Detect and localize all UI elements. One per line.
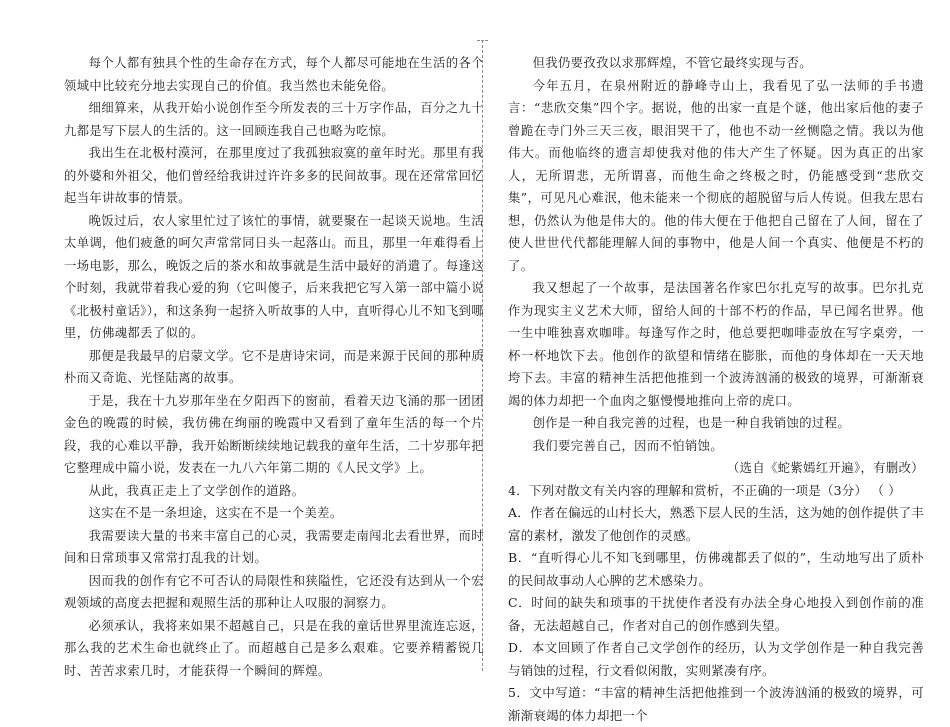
column-divider — [482, 40, 483, 671]
paragraph: 但我仍要孜孜以求那辉煌，不管它最终实现与否。 — [532, 56, 812, 70]
source-citation: （选自《蛇紫嫣红开遍》，有删改） — [726, 461, 924, 475]
paragraph: 那便是我最早的启蒙文学。它不是唐诗宋词，而是来源于民间的那种质朴而又奇诡、光怪陆离的故事。 — [64, 348, 484, 385]
question-4-option-b: B．“直听得心儿不知飞到哪里，仿佛魂都丢了似的”，生动地写出了质朴的民间故事动人心脾的艺术感染力。 — [508, 550, 924, 588]
column-divider-cap — [477, 40, 488, 41]
paragraph: 因而我的创作有它不可否认的局限性和狭隘性，它还没有达到从一个宏观领域的高度去把握和观照生活的那种让人叹服的洞察力。 — [64, 573, 484, 610]
right-column — [508, 52, 924, 727]
paragraph: 于是，我在十九岁那年坐在夕阳西下的窗前，看着天边飞涌的那一团团金色的晚霞的时候，我仿佛在绚丽的晚霞中又看到了童年生活的每一个片段，我的心难以平静，我开始断断续续地记载我的童年生活，二十岁那年把它整理成中篇小说，发表在一九八六年第二期的《人民文学》上。 — [64, 393, 484, 475]
paragraph: 这实在不是一条坦途，这实在不是一个美差。 — [88, 506, 343, 520]
paragraph: 每个人都有独具个性的生命存在方式，每个人都尽可能地在生活的各个领域中比较充分地去实现自己的价值。我当然也未能免俗。 — [64, 56, 484, 93]
question-5-stem: 5．文中写道：“丰富的精神生活把他推到一个波涛汹涌的极致的境界，可渐渐衰竭的体力却把一个 — [508, 685, 924, 723]
question-4-option-c: C．时间的缺失和琐事的干扰使作者没有办法全身心地投入到创作前的准备，无法超越自己，作者对自己的创作感到失望。 — [508, 595, 924, 633]
paragraph: 我出生在北极村漠河，在那里度过了我孤独寂寞的童年时光。那里有我的外婆和外祖父，他们曾经给我讲过许许多多的民间故事。现在还常常回忆起当年讲故事的情景。 — [64, 146, 484, 205]
paragraph: 我又想起了一个故事，是法国著名作家巴尔扎克写的故事。巴尔扎克作为现实主义艺术大师，留给人间的十部不朽的作品，早已闻名世界。他一生中唯独喜欢咖啡。每逢写作之时，他总要把咖啡壶放在写字桌旁，一杯一杯地饮下去。他创作的欲望和情绪在膨胀，而他的身体却在一天天地垮下去。丰富的精神生活把他推到一个波涛汹涌的极致的境界，可渐渐衰竭的体力却把一个血肉之躯慢慢地推向上帝的虎口。 — [508, 281, 924, 408]
paragraph: 我需要读大量的书来丰富自己的心灵，我需要走南闯北去看世界，而时间和日常琐事又常常打乱我的计划。 — [64, 528, 484, 565]
paragraph: 我们要完善自己，因而不怕销蚀。 — [532, 438, 724, 453]
question-4-stem: 4．下列对散文有关内容的理解和赏析，不正确的一项是（3分） （ ） — [508, 482, 901, 498]
question-4-option-d: D．本文回顾了作者自己文学创作的经历，认为文学创作是一种自我完善与销蚀的过程，行文看似闲散，实则紧凑有序。 — [508, 640, 924, 678]
paragraph: 今年五月，在泉州附近的静峰寺山上，我看见了弘一法师的手书遗言：“悲欣交集”四个字。据说，他的出家一直是个谜，他出家后他的妻子曾跪在寺门外三天三夜，眼泪哭干了，他也不动一丝恻隐之情。我以为他伟大。而他临终的遗言却使我对他的伟大产生了怀疑。因为真正的出家人，无所谓悲，无所谓喜，而他生命之终极之时，仍能感受到“悲欣交集”，可见凡心难泯，他未能来一个彻底的超脱留与后人传说。但我左思右想，仍然认为他是伟大的。他的伟大便在于他把自己留在了人间，留在了使人世世代代都能理解人间的事物中，他是人间一个真实、他便是不朽的了。 — [508, 78, 924, 273]
paragraph: 从此，我真正走上了文学创作的道路。 — [88, 483, 305, 498]
question-4-option-a: A．作者在偏远的山村长大，熟悉下层人民的生活，这为她的创作提供了丰富的素材，激发了他创作的灵感。 — [508, 505, 924, 543]
paragraph: 必须承认，我将来如果不超越自己，只是在我的童话世界里流连忘返，那么我的艺术生命也就终止了。而超越自己是多么艰难。它要养精蓄锐几时、苦苦求索几时，才能获得一个瞬间的辉煌。 — [64, 618, 484, 678]
paragraph: 细细算来，从我开始小说创作至今所发表的三十万字作品，百分之九十九都是写下层人的生活的。这一回顾连我自己也略为吃惊。 — [64, 101, 484, 138]
left-column — [64, 52, 484, 682]
paragraph: 创作是一种自我完善的过程，也是一种自我销蚀的过程。 — [532, 416, 851, 430]
paragraph: 晚饭过后，农人家里忙过了该忙的事情，就要聚在一起谈天说地。生活太单调，他们疲惫的呵欠声常常同日头一起落山。而且，那里一年难得看上一场电影，那么，晚饭之后的茶水和故事就是生活中最好的消遣了。每逢这个时刻，我就带着我心爱的狗（它叫傻子，后来我把它写入第一部中篇小说《北极村童话》），和这条狗一起挤入听故事的人中，直听得心儿不知飞到哪里，仿佛魂都丢了似的。 — [64, 213, 484, 340]
